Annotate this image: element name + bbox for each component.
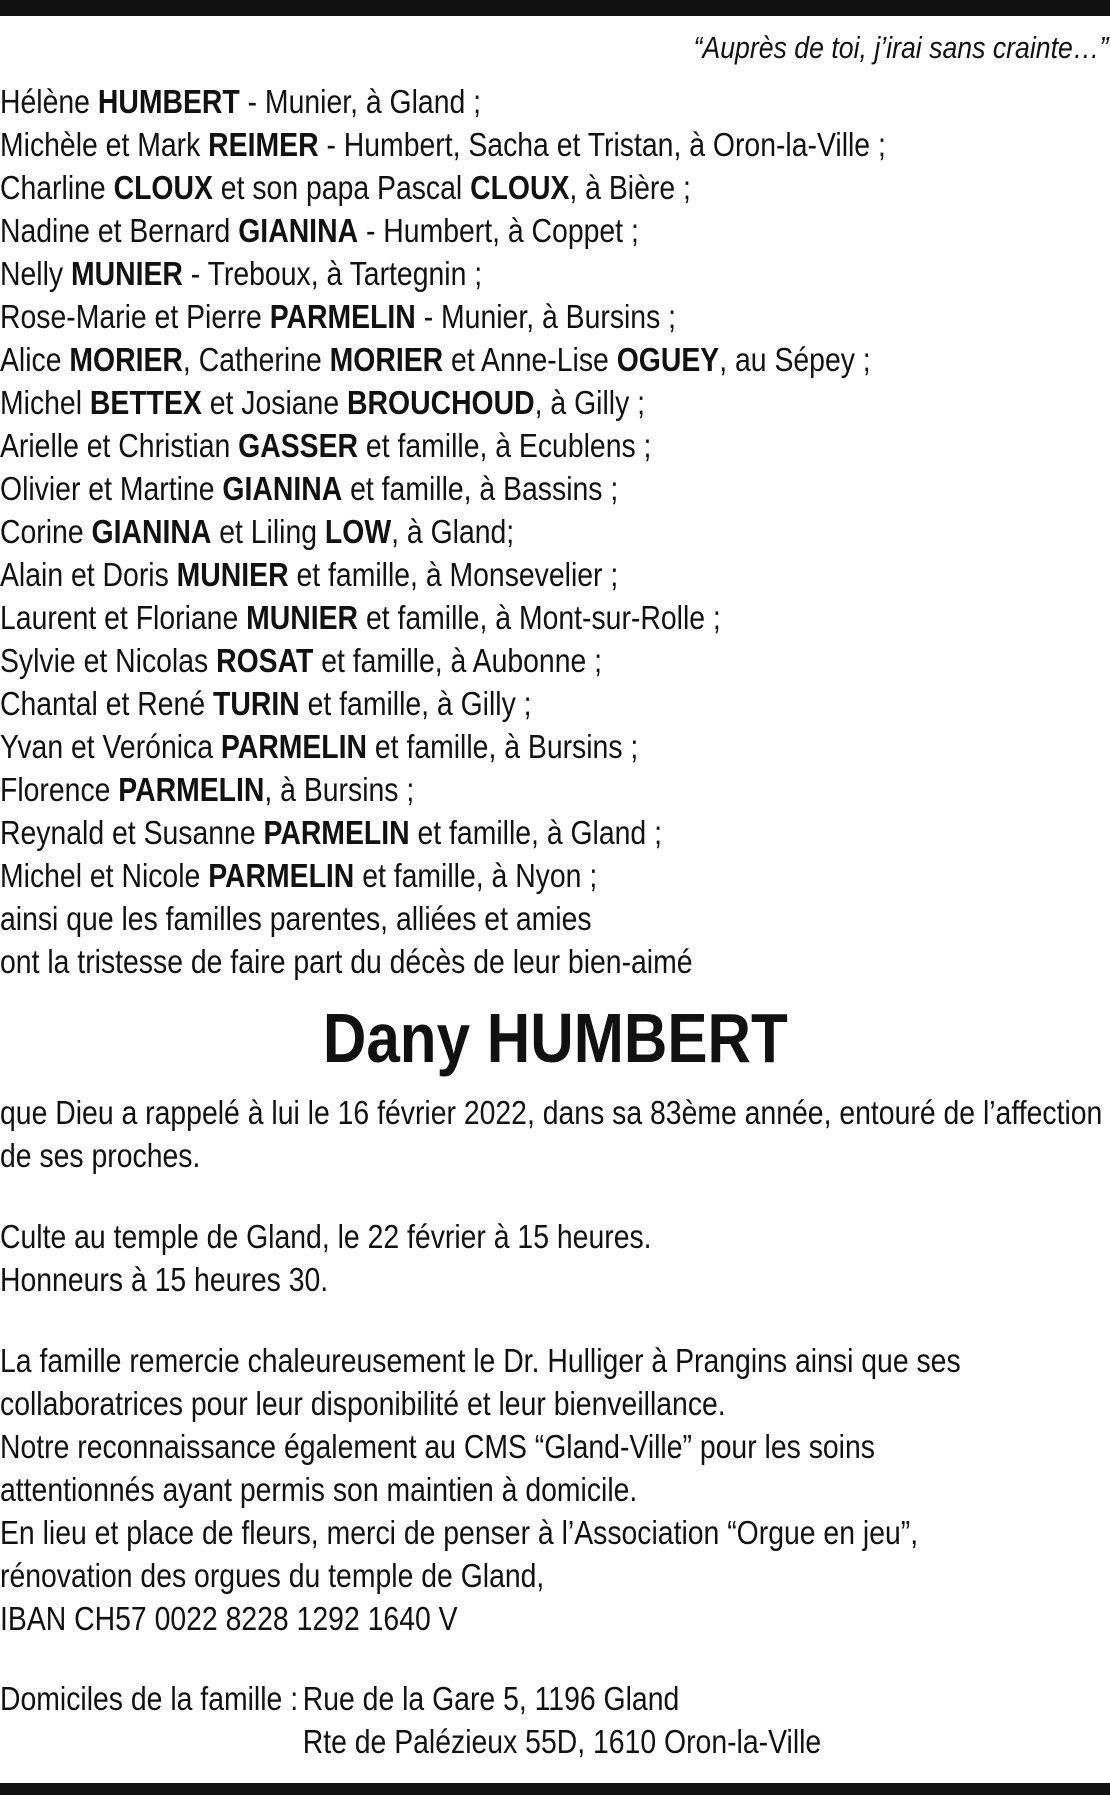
mourner-text: Alice [0,341,70,378]
mourner-text: et son papa Pascal [212,169,471,206]
mourner-line [0,768,886,811]
family-surname: BETTEX [89,384,202,421]
mourner-text: et Josiane [201,384,348,421]
mourner-text: Reynald et Susanne [0,814,264,851]
family-domiciles [0,1677,821,1763]
mourner-text: et famille, à Ecublens ; [358,427,652,464]
thanks-paragraph [0,1339,961,1640]
mourner-line [0,897,886,940]
family-surname: PARMELIN [263,814,410,851]
mourner-line [0,596,886,639]
mourner-line [0,940,886,983]
honours-line: Honneurs à 15 heures 30. [0,1261,329,1298]
mourner-line [0,854,886,897]
domicile-row [0,1720,821,1763]
mourner-line [0,252,886,295]
mourner-text: Michèle et Mark [0,126,209,163]
mourner-text: Michel et Nicole [0,857,209,894]
mourner-line [0,811,886,854]
mourner-text: Corine [0,513,92,550]
epigraph-quote: “Auprès de toi, j’irai sans crainte…” [693,30,1108,65]
mourner-text: Nadine et Bernard [0,212,239,249]
mourners-list [0,80,886,983]
mourner-text: et famille, à Nyon ; [354,857,598,894]
mourner-line [0,682,886,725]
mourner-text: Alain et Doris [0,556,177,593]
mourner-line [0,381,886,424]
mourner-text: et famille, à Aubonne ; [313,642,603,679]
mourner-text: , à Bière ; [569,169,691,206]
domicile-row [0,1677,821,1720]
mourner-text: et famille, à Bursins ; [367,728,639,765]
family-surname: CLOUX [470,169,570,206]
family-surname: MORIER [329,341,444,378]
family-surname: GIANINA [222,470,343,507]
bottom-border [0,1783,1110,1795]
family-surname: TURIN [212,685,300,722]
mourner-text: Arielle et Christian [0,427,239,464]
ceremony-line: Culte au temple de Gland, le 22 février à 15 heures. [0,1218,652,1255]
mourner-line [0,295,886,338]
mourner-line [0,725,886,768]
family-surname: GIANINA [238,212,359,249]
family-surname: GIANINA [91,513,212,550]
mourner-line [0,639,886,682]
family-surname: PARMELIN [269,298,416,335]
mourner-line [0,510,886,553]
mourner-line [0,209,886,252]
thanks-line: Notre reconnaissance également au CMS “Gland-Ville” pour les soins [0,1428,875,1465]
deceased-name-text: Dany HUMBERT [322,999,788,1077]
mourner-text: et Anne-Lise [443,341,617,378]
thanks-line: collaboratrices pour leur disponibilité et leur bienveillance. [0,1385,726,1422]
iban-line: IBAN CH57 0022 8228 1292 1640 V [0,1600,458,1637]
family-surname: PARMELIN [118,771,265,808]
mourner-line [0,80,886,123]
family-surname: REIMER [208,126,319,163]
family-surname: LOW [324,513,392,550]
domiciles-label: Domiciles de la famille : [0,1680,299,1717]
mourner-text: , Catherine [182,341,330,378]
deceased-name [0,995,1110,1081]
thanks-line: rénovation des orgues du temple de Gland, [0,1557,545,1594]
mourner-text: Chantal et René [0,685,213,722]
mourner-text: Nelly [0,255,71,292]
mourner-text: - Munier, à Gland ; [239,83,482,120]
mourner-text: - Humbert, Sacha et Tristan, à Oron-la-Ville ; [318,126,886,163]
mourner-text: et famille, à Gland ; [409,814,662,851]
mourner-text: , au Sépey ; [719,341,871,378]
family-surname: PARMELIN [208,857,355,894]
family-surname: PARMELIN [220,728,368,765]
mourner-text: Michel [0,384,90,421]
family-surname: MUNIER [246,599,359,636]
thanks-line: La famille remercie chaleureusement le Dr. Hulliger à Prangins ainsi que ses [0,1342,961,1379]
mourner-line [0,553,886,596]
family-surname: GASSER [238,427,359,464]
family-surname: MORIER [69,341,183,378]
mourner-text: , à Bursins ; [264,771,415,808]
mourner-text: et famille, à Gilly ; [299,685,532,722]
top-border [0,0,1110,16]
mourner-line [0,424,886,467]
domicile-address: Rte de Palézieux 55D, 1610 Oron-la-Ville [302,1723,822,1760]
mourner-text: - Treboux, à Tartegnin ; [182,255,483,292]
mourner-text: , à Gilly ; [534,384,646,421]
mourner-line [0,166,886,209]
family-surname: HUMBERT [97,83,240,120]
ceremony-info [0,1215,652,1301]
mourner-text: - Humbert, à Coppet ; [358,212,639,249]
mourner-line [0,338,886,381]
mourner-text: ainsi que les familles parentes, alliées et amies [0,900,592,937]
mourner-text: Charline [0,169,114,206]
mourner-text: Rose-Marie et Pierre [0,298,270,335]
mourner-text: ont la tristesse de faire part du décès de leur bien-aimé [0,943,693,980]
mourner-text: Yvan et Verónica [0,728,221,765]
mourner-text: et famille, à Mont-sur-Rolle ; [358,599,721,636]
mourner-text: et famille, à Bassins ; [342,470,619,507]
family-surname: CLOUX [113,169,213,206]
thanks-line: attentionnés ayant permis son maintien à domicile. [0,1471,638,1508]
family-surname: MUNIER [70,255,183,292]
mourner-text: Hélène [0,83,98,120]
family-surname: BROUCHOUD [347,384,535,421]
mourner-text: Sylvie et Nicolas [0,642,217,679]
mourner-text: et Liling [211,513,325,550]
mourner-text: , à Gland; [391,513,515,550]
mourner-text: Laurent et Floriane [0,599,247,636]
family-surname: MUNIER [176,556,289,593]
family-surname: ROSAT [216,642,314,679]
mourner-text: Florence [0,771,119,808]
thanks-line: En lieu et place de fleurs, merci de penser à l’Association “Orgue en jeu”, [0,1514,919,1551]
death-announcement-paragraph: que Dieu a rappelé à lui le 16 février 2022, dans sa 83ème année, entouré de l’affection de ses proches. [0,1094,1103,1174]
mourner-text: - Munier, à Bursins ; [415,298,677,335]
mourner-text: Olivier et Martine [0,470,223,507]
mourner-text: et famille, à Monsevelier ; [288,556,619,593]
family-surname: OGUEY [616,341,720,378]
mourner-line [0,467,886,510]
domicile-address: Rue de la Gare 5, 1196 Gland [302,1680,680,1717]
mourner-line [0,123,886,166]
